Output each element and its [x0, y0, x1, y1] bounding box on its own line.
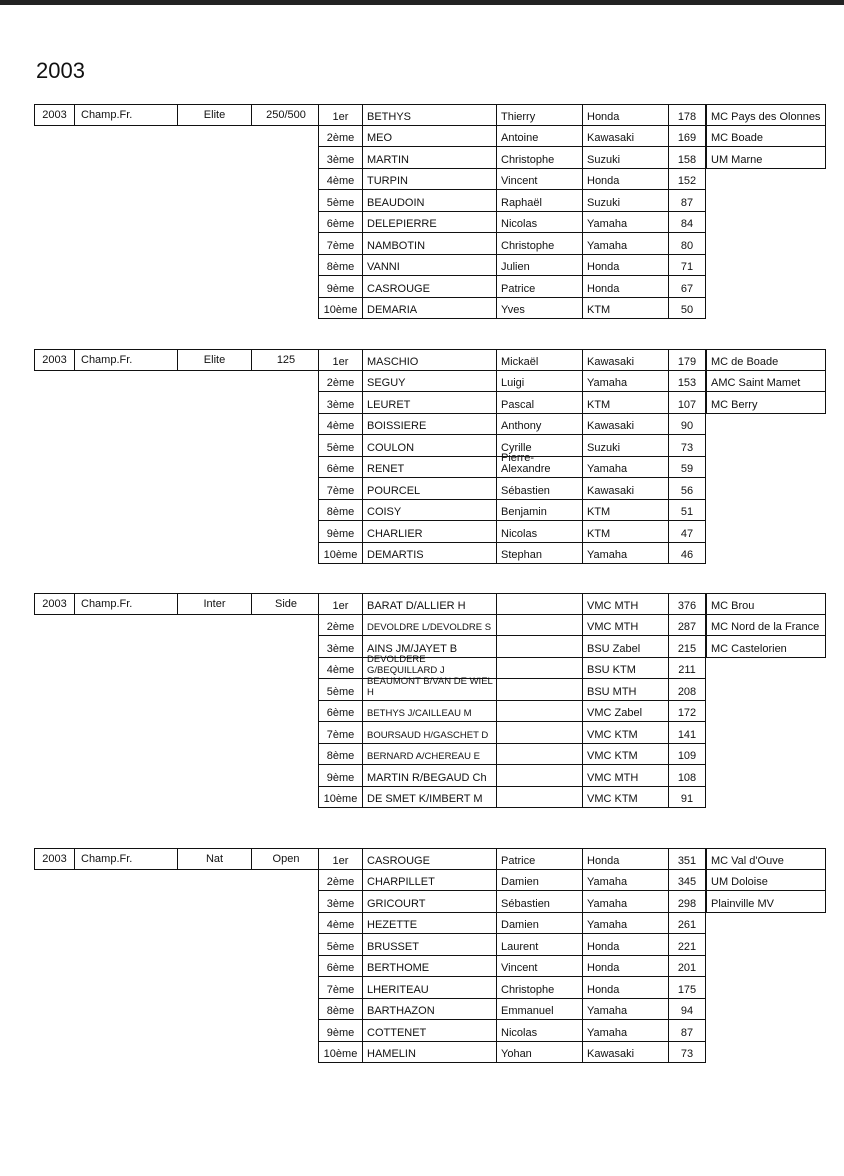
section-class: Open [272, 853, 300, 865]
motorcycle-cell: VMC MTH [582, 615, 668, 637]
rider-name-cell: COULON [362, 435, 496, 457]
rank-cell: 8ème [318, 744, 362, 766]
table-row [318, 1020, 706, 1042]
rider-name-cell: MASCHIO [362, 349, 496, 371]
club-cell: UM Doloise [706, 870, 826, 892]
rank-cell: 10ème [318, 787, 362, 809]
rank-cell: 3ème [318, 392, 362, 414]
rider-firstname-cell: Stephan [496, 543, 582, 565]
points-cell: 153 [668, 371, 706, 393]
table-row [318, 956, 706, 978]
section-header [34, 593, 320, 615]
points-cell: 67 [668, 276, 706, 298]
club-list [706, 349, 826, 414]
rank-cell: 2ème [318, 870, 362, 892]
rank-cell: 5ème [318, 679, 362, 701]
rider-name-cell: BEAUDOIN [362, 190, 496, 212]
table-row [318, 913, 706, 935]
points-cell: 87 [668, 190, 706, 212]
points-cell: 71 [668, 255, 706, 277]
results-table [318, 593, 706, 808]
rank-cell: 8ème [318, 255, 362, 277]
points-cell: 59 [668, 457, 706, 479]
rider-name-cell: HAMELIN [362, 1042, 496, 1064]
points-cell: 50 [668, 298, 706, 320]
section-level: Elite [178, 350, 252, 370]
rider-name-cell: AINS JM/JAYET B [362, 636, 496, 658]
club-cell: MC Boade [706, 126, 826, 148]
section-year: 2003 [35, 849, 75, 869]
rider-name-cell: NAMBOTIN [362, 233, 496, 255]
points-cell: 84 [668, 212, 706, 234]
rider-name-cell: BARTHAZON [362, 999, 496, 1021]
table-row [318, 298, 706, 320]
rank-cell: 6ème [318, 457, 362, 479]
results-table [318, 104, 706, 319]
motorcycle-cell: Yamaha [582, 870, 668, 892]
section-level: Elite [178, 105, 252, 125]
rider-name-cell: CHARLIER [362, 521, 496, 543]
motorcycle-cell: KTM [582, 392, 668, 414]
table-row [318, 452, 706, 479]
rider-name-cell: COTTENET [362, 1020, 496, 1042]
club-cell: Plainville MV [706, 891, 826, 913]
rider-firstname-cell: Christophe [496, 233, 582, 255]
motorcycle-cell: Suzuki [582, 435, 668, 457]
points-cell: 107 [668, 392, 706, 414]
rank-cell: 1er [318, 349, 362, 371]
points-cell: 141 [668, 722, 706, 744]
club-cell: MC Castelorien [706, 636, 826, 658]
rank-cell: 6ème [318, 701, 362, 723]
motorcycle-cell: KTM [582, 298, 668, 320]
points-cell: 152 [668, 169, 706, 191]
rider-name-cell: DEMARTIS [362, 543, 496, 565]
rider-firstname-cell [496, 744, 582, 766]
rider-name-cell: BOURSAUD H/GASCHET D [362, 722, 496, 744]
motorcycle-cell: Honda [582, 276, 668, 298]
club-cell: MC Brou [706, 593, 826, 615]
rank-cell: 9ème [318, 1020, 362, 1042]
motorcycle-cell: BSU Zabel [582, 636, 668, 658]
rider-name-cell: TURPIN [362, 169, 496, 191]
motorcycle-cell: Kawasaki [582, 349, 668, 371]
rider-name-cell: BEAUMONT B/VAN DE WIEL H [362, 679, 496, 701]
rider-name-cell: CHARPILLET [362, 870, 496, 892]
rider-firstname-cell: Yohan [496, 1042, 582, 1064]
motorcycle-cell: VMC KTM [582, 787, 668, 809]
motorcycle-cell: Yamaha [582, 233, 668, 255]
rank-cell: 4ème [318, 414, 362, 436]
motorcycle-cell: Yamaha [582, 371, 668, 393]
points-cell: 73 [668, 1042, 706, 1064]
table-row [318, 593, 706, 615]
points-cell: 87 [668, 1020, 706, 1042]
rider-name-cell: BETHYS J/CAILLEAU M [362, 701, 496, 723]
rider-firstname-cell: Benjamin [496, 500, 582, 522]
club-cell: UM Marne [706, 147, 826, 169]
table-row [318, 1042, 706, 1064]
points-cell: 211 [668, 658, 706, 680]
motorcycle-cell: Honda [582, 255, 668, 277]
rank-cell: 4ème [318, 658, 362, 680]
rider-firstname-cell [496, 615, 582, 637]
table-row [318, 891, 706, 913]
points-cell: 221 [668, 934, 706, 956]
rank-cell: 8ème [318, 999, 362, 1021]
motorcycle-cell: Honda [582, 169, 668, 191]
points-cell: 91 [668, 787, 706, 809]
rider-name-cell: HEZETTE [362, 913, 496, 935]
rank-cell: 3ème [318, 636, 362, 658]
motorcycle-cell: VMC KTM [582, 744, 668, 766]
rider-name-cell: CASROUGE [362, 276, 496, 298]
rider-firstname-cell [496, 593, 582, 615]
rider-firstname-cell: Pierre-Alexandre [496, 457, 582, 479]
points-cell: 109 [668, 744, 706, 766]
rider-name-cell: BRUSSET [362, 934, 496, 956]
rider-firstname-cell: Antoine [496, 126, 582, 148]
rider-name-cell: DELEPIERRE [362, 212, 496, 234]
rider-firstname-cell: Christophe [496, 147, 582, 169]
rider-firstname-cell: Damien [496, 870, 582, 892]
motorcycle-cell: Kawasaki [582, 478, 668, 500]
motorcycle-cell: VMC MTH [582, 593, 668, 615]
rank-cell: 10ème [318, 1042, 362, 1064]
motorcycle-cell: BSU MTH [582, 679, 668, 701]
rider-firstname-cell: Yves [496, 298, 582, 320]
rank-cell: 5ème [318, 435, 362, 457]
rider-name-cell: POURCEL [362, 478, 496, 500]
table-row [318, 701, 706, 723]
motorcycle-cell: Honda [582, 956, 668, 978]
table-row [318, 169, 706, 191]
rider-firstname-cell: Damien [496, 913, 582, 935]
points-cell: 261 [668, 913, 706, 935]
motorcycle-cell: Honda [582, 934, 668, 956]
rider-firstname-cell: Patrice [496, 276, 582, 298]
table-row [318, 543, 706, 565]
rider-name-cell: MARTIN R/BEGAUD Ch [362, 765, 496, 787]
rider-name-cell: BERNARD A/CHEREAU E [362, 744, 496, 766]
points-cell: 46 [668, 543, 706, 565]
rider-firstname-cell [496, 765, 582, 787]
table-row [318, 521, 706, 543]
rank-cell: 4ème [318, 169, 362, 191]
points-cell: 172 [668, 701, 706, 723]
rider-name-cell: MEO [362, 126, 496, 148]
rank-cell: 6ème [318, 212, 362, 234]
table-row [318, 126, 706, 148]
rider-firstname-cell [496, 722, 582, 744]
points-cell: 94 [668, 999, 706, 1021]
motorcycle-cell: Suzuki [582, 147, 668, 169]
rider-name-cell: DEVOLDRE L/DEVOLDRE S [362, 615, 496, 637]
motorcycle-cell: Suzuki [582, 190, 668, 212]
rider-firstname-cell: Sébastien [496, 891, 582, 913]
table-row [318, 977, 706, 999]
rider-name-cell: LHERITEAU [362, 977, 496, 999]
rider-firstname-cell [496, 701, 582, 723]
rank-cell: 8ème [318, 500, 362, 522]
rider-name-cell: BETHYS [362, 104, 496, 126]
section-competition: Champ.Fr. [75, 849, 178, 869]
motorcycle-cell: Yamaha [582, 891, 668, 913]
rider-firstname-cell: Julien [496, 255, 582, 277]
section-year: 2003 [35, 350, 75, 370]
table-row [318, 349, 706, 371]
table-row [318, 371, 706, 393]
rider-firstname-cell: Nicolas [496, 1020, 582, 1042]
points-cell: 178 [668, 104, 706, 126]
club-cell: AMC Saint Mamet [706, 371, 826, 393]
rider-firstname-cell: Mickaël [496, 349, 582, 371]
rider-firstname-cell: Cyrille [496, 435, 582, 457]
motorcycle-cell: KTM [582, 500, 668, 522]
motorcycle-cell: Yamaha [582, 1020, 668, 1042]
rank-cell: 4ème [318, 913, 362, 935]
motorcycle-cell: Yamaha [582, 212, 668, 234]
rank-cell: 5ème [318, 190, 362, 212]
club-list [706, 104, 826, 169]
section-competition: Champ.Fr. [75, 594, 178, 614]
table-row [318, 414, 706, 436]
rider-firstname-cell: Laurent [496, 934, 582, 956]
table-row [318, 478, 706, 500]
points-cell: 208 [668, 679, 706, 701]
rider-firstname-cell [496, 658, 582, 680]
club-cell: MC de Boade [706, 349, 826, 371]
table-row [318, 934, 706, 956]
points-cell: 345 [668, 870, 706, 892]
top-rule [0, 0, 844, 5]
rank-cell: 10ème [318, 298, 362, 320]
points-cell: 56 [668, 478, 706, 500]
points-cell: 73 [668, 435, 706, 457]
points-cell: 80 [668, 233, 706, 255]
table-row [318, 848, 706, 870]
motorcycle-cell: Honda [582, 977, 668, 999]
table-row [318, 276, 706, 298]
table-row [318, 392, 706, 414]
rider-name-cell: VANNI [362, 255, 496, 277]
section-header [34, 848, 320, 870]
rank-cell: 3ème [318, 147, 362, 169]
rider-firstname-cell: Luigi [496, 371, 582, 393]
motorcycle-cell: Yamaha [582, 543, 668, 565]
rider-name-cell: DEVOLDERE G/BEQUILLARD J [362, 658, 496, 680]
rider-firstname-cell: Emmanuel [496, 999, 582, 1021]
table-row [318, 233, 706, 255]
rank-cell: 7ème [318, 478, 362, 500]
points-cell: 298 [668, 891, 706, 913]
rider-firstname-cell: Christophe [496, 977, 582, 999]
rank-cell: 7ème [318, 977, 362, 999]
points-cell: 158 [668, 147, 706, 169]
rider-name-cell: BERTHOME [362, 956, 496, 978]
section-year: 2003 [35, 105, 75, 125]
rider-firstname-cell: Pascal [496, 392, 582, 414]
points-cell: 169 [668, 126, 706, 148]
points-cell: 108 [668, 765, 706, 787]
rider-firstname-cell [496, 679, 582, 701]
rank-cell: 1er [318, 104, 362, 126]
section-class: 250/500 [266, 109, 306, 121]
rider-name-cell: COISY [362, 500, 496, 522]
rank-cell: 1er [318, 593, 362, 615]
points-cell: 175 [668, 977, 706, 999]
rank-cell: 9ème [318, 276, 362, 298]
rider-name-cell: RENET [362, 457, 496, 479]
rank-cell: 2ème [318, 615, 362, 637]
table-row [318, 615, 706, 637]
points-cell: 287 [668, 615, 706, 637]
rank-cell: 7ème [318, 722, 362, 744]
table-row [318, 255, 706, 277]
table-row [318, 675, 706, 701]
rider-name-cell: BARAT D/ALLIER H [362, 593, 496, 615]
table-row [318, 722, 706, 744]
motorcycle-cell: KTM [582, 521, 668, 543]
results-table [318, 349, 706, 564]
rider-firstname-cell [496, 787, 582, 809]
rider-name-cell: BOISSIERE [362, 414, 496, 436]
club-list [706, 848, 826, 913]
rank-cell: 6ème [318, 956, 362, 978]
rank-cell: 10ème [318, 543, 362, 565]
rider-firstname-cell: Thierry [496, 104, 582, 126]
motorcycle-cell: Yamaha [582, 457, 668, 479]
motorcycle-cell: Kawasaki [582, 126, 668, 148]
table-row [318, 870, 706, 892]
club-cell: MC Val d'Ouve [706, 848, 826, 870]
motorcycle-cell: Kawasaki [582, 1042, 668, 1064]
rank-cell: 9ème [318, 521, 362, 543]
motorcycle-cell: Yamaha [582, 913, 668, 935]
rider-firstname-cell: Patrice [496, 848, 582, 870]
results-table [318, 848, 706, 1063]
motorcycle-cell: Kawasaki [582, 414, 668, 436]
rank-cell: 1er [318, 848, 362, 870]
rank-cell: 2ème [318, 371, 362, 393]
table-row [318, 999, 706, 1021]
rider-name-cell: LEURET [362, 392, 496, 414]
points-cell: 179 [668, 349, 706, 371]
rider-name-cell: MARTIN [362, 147, 496, 169]
section-class: Side [274, 598, 298, 610]
section-level: Nat [178, 849, 252, 869]
rank-cell: 9ème [318, 765, 362, 787]
points-cell: 90 [668, 414, 706, 436]
section-competition: Champ.Fr. [75, 350, 178, 370]
table-row [318, 500, 706, 522]
rider-firstname-cell: Vincent [496, 169, 582, 191]
motorcycle-cell: VMC KTM [582, 722, 668, 744]
table-row [318, 190, 706, 212]
rider-name-cell: DEMARIA [362, 298, 496, 320]
section-competition: Champ.Fr. [75, 105, 178, 125]
rank-cell: 7ème [318, 233, 362, 255]
section-class: 125 [276, 354, 296, 366]
rider-firstname-cell [496, 636, 582, 658]
motorcycle-cell: VMC MTH [582, 765, 668, 787]
table-row [318, 212, 706, 234]
motorcycle-cell: BSU KTM [582, 658, 668, 680]
points-cell: 376 [668, 593, 706, 615]
rank-cell: 3ème [318, 891, 362, 913]
page-title: 2003 [36, 58, 85, 83]
rider-firstname-cell: Nicolas [496, 521, 582, 543]
rider-firstname-cell: Nicolas [496, 212, 582, 234]
rider-name-cell: GRICOURT [362, 891, 496, 913]
table-row [318, 744, 706, 766]
rider-firstname-cell: Sébastien [496, 478, 582, 500]
section-level: Inter [178, 594, 252, 614]
section-header [34, 349, 320, 371]
table-row [318, 765, 706, 787]
rider-name-cell: SEGUY [362, 371, 496, 393]
points-cell: 201 [668, 956, 706, 978]
rank-cell: 5ème [318, 934, 362, 956]
rider-name-cell: CASROUGE [362, 848, 496, 870]
section-year: 2003 [35, 594, 75, 614]
table-row [318, 147, 706, 169]
club-list [706, 593, 826, 658]
points-cell: 351 [668, 848, 706, 870]
points-cell: 215 [668, 636, 706, 658]
rank-cell: 2ème [318, 126, 362, 148]
motorcycle-cell: Honda [582, 104, 668, 126]
points-cell: 51 [668, 500, 706, 522]
rider-name-cell: DE SMET K/IMBERT M [362, 787, 496, 809]
rider-firstname-cell: Anthony [496, 414, 582, 436]
club-cell: MC Nord de la France [706, 615, 826, 637]
section-header [34, 104, 320, 126]
table-row [318, 787, 706, 809]
club-cell: MC Berry [706, 392, 826, 414]
motorcycle-cell: VMC Zabel [582, 701, 668, 723]
table-row [318, 104, 706, 126]
rider-firstname-cell: Raphaël [496, 190, 582, 212]
motorcycle-cell: Yamaha [582, 999, 668, 1021]
rider-firstname-cell: Vincent [496, 956, 582, 978]
motorcycle-cell: Honda [582, 848, 668, 870]
club-cell: MC Pays des Olonnes [706, 104, 826, 126]
points-cell: 47 [668, 521, 706, 543]
